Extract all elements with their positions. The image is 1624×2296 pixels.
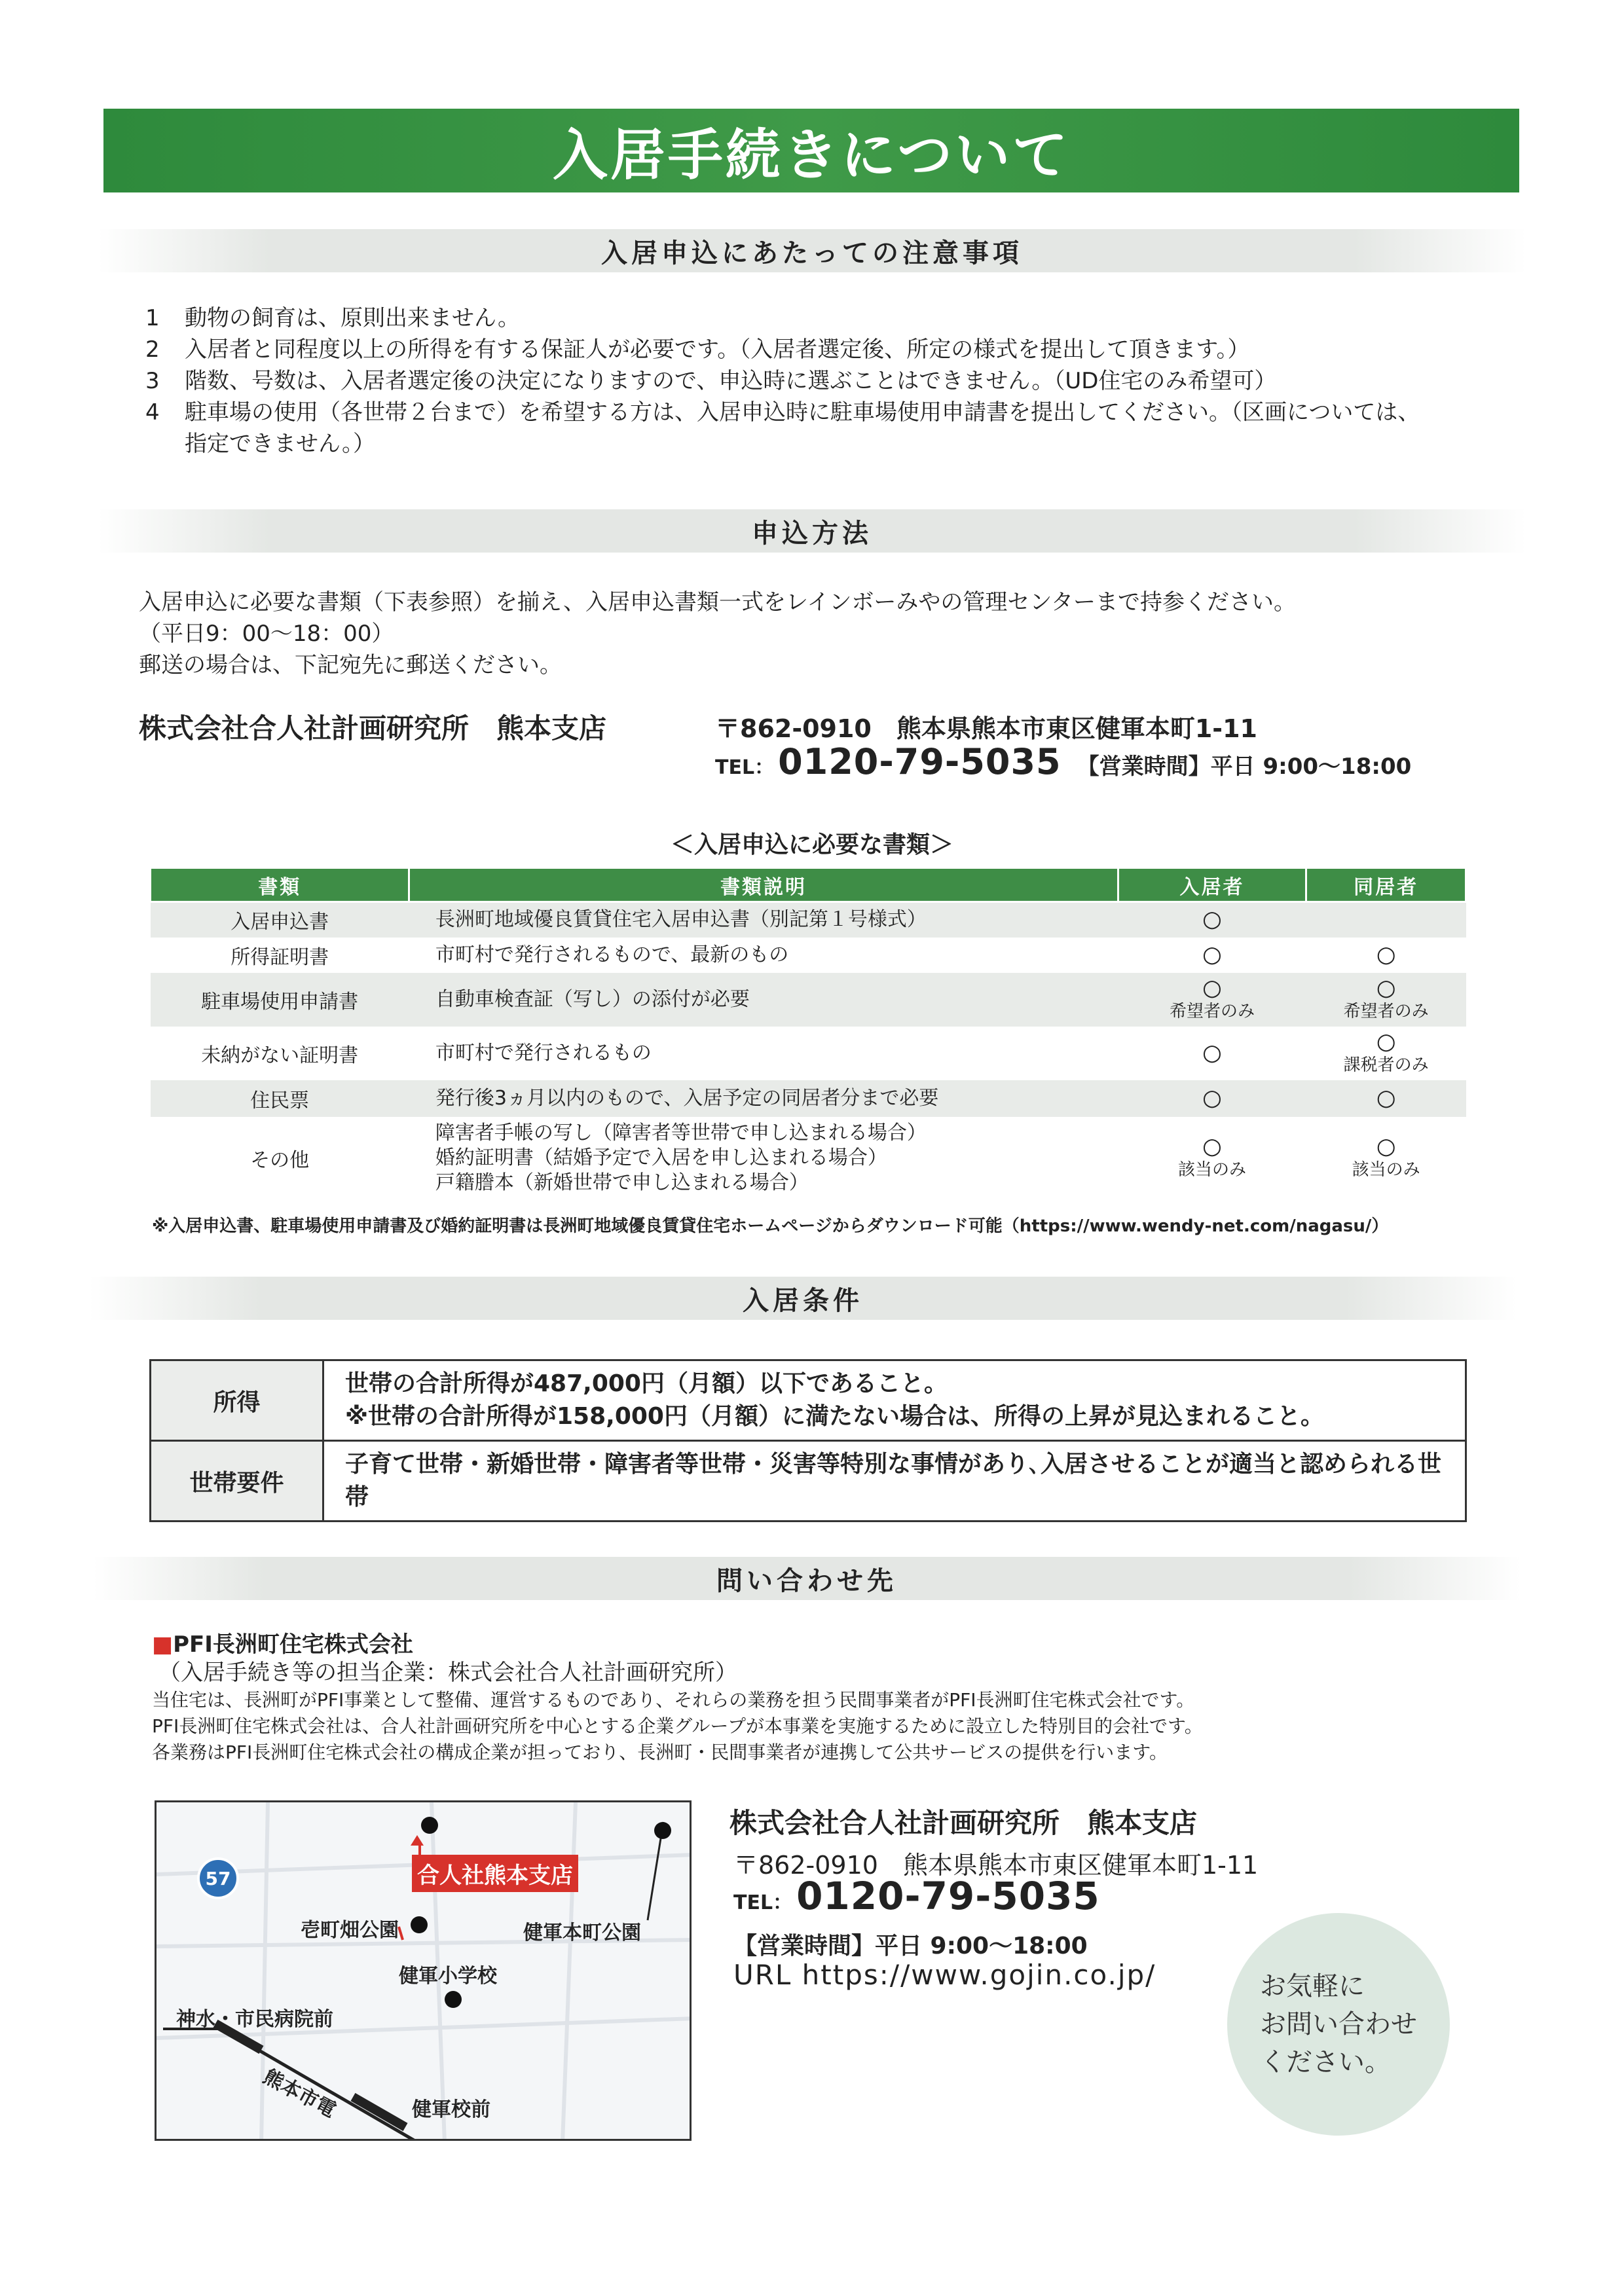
apply-line: 郵送の場合は、下記宛先に郵送ください。: [139, 652, 562, 678]
doc-desc-line: 障害者手帳の写し（障害者等世帯で申し込まれる場合）: [435, 1121, 927, 1144]
park1-label: 壱町畑公園: [301, 1919, 399, 1942]
cohab-cell: [1306, 1027, 1466, 1080]
doc-desc-line: 戸籍謄本（新婚世帯で申し込まれる場合）: [435, 1171, 809, 1194]
table-row: [151, 973, 1466, 1027]
notice-text-line: 指定できません。）: [185, 431, 376, 457]
condition-label: 所得: [151, 1360, 323, 1441]
resident-cell: [1118, 902, 1306, 938]
table-row: [151, 1441, 1466, 1522]
cohab-cell: [1306, 938, 1466, 973]
tram-label: 熊本市電: [259, 2065, 340, 2123]
resident-cell: [1118, 1117, 1306, 1199]
park1-marker-icon: [411, 1916, 428, 1933]
cohab-note: 該当のみ: [1352, 1159, 1420, 1180]
cohab-mark: ○: [1376, 1133, 1396, 1159]
page-title: 入居手続きについて: [552, 122, 1071, 187]
doc-name: 所得証明書: [231, 945, 329, 969]
pfi-sub: （入居手続き等の担当企業：株式会社合人社計画研究所）: [158, 1660, 737, 1686]
notice-text: 動物の飼育は、原則出来ません。: [185, 305, 521, 331]
doc-desc: [409, 1080, 1118, 1117]
school-label: 健軍小学校: [399, 1965, 497, 1988]
docs-caption: ＜入居申込に必要な書類＞: [670, 831, 953, 858]
col-header: 書類: [151, 868, 409, 902]
map-point-icon: [421, 1817, 438, 1834]
bubble-line: お気軽に: [1260, 1971, 1365, 2001]
doc-desc: [409, 1117, 1118, 1199]
doc-name: 住民票: [151, 1080, 409, 1117]
table-row: [151, 938, 1466, 973]
access-map: [155, 1800, 692, 2141]
resident-mark: ○: [1202, 1133, 1222, 1159]
cohab-mark: ○: [1376, 1084, 1396, 1111]
table-row: [151, 1027, 1466, 1080]
condition-line: 子育て世帯・新婚世帯・障害者等世帯・災害等特別な事情があり､入居させることが適当と認められる世帯: [345, 1451, 1442, 1510]
doc-desc-line: 発行後3ヵ月以内のもので、入居予定の同居者分まで必要: [435, 1086, 939, 1110]
resident-mark: ○: [1202, 1084, 1222, 1111]
docs-footnote: ※入居申込書、駐車場使用申請書及び婚約証明書は長洲町地域優良賃貸住宅ホームページからダウンロード可能（https://www.wendy-net.com/nagasu/）: [152, 1216, 1389, 1236]
notice-text: 入居者と同程度以上の所得を有する保証人が必要です。（入居者選定後、所定の様式を提出して頂きます。）: [185, 337, 1250, 363]
cohab-mark: ○: [1376, 974, 1396, 1001]
notice-text: [185, 397, 1521, 460]
cohab-cell: [1306, 1117, 1466, 1199]
route-number: 57: [205, 1867, 231, 1889]
notice-item: [145, 397, 1521, 460]
contact-company: 株式会社合人社計画研究所 熊本支店: [729, 1807, 1198, 1839]
contact-heading: 問い合わせ先: [716, 1565, 897, 1596]
route-57-icon: [197, 1857, 239, 1899]
col-header: 入居者: [1118, 868, 1306, 902]
notice-heading: 入居申込にあたっての注意事項: [601, 238, 1023, 268]
resident-cell: [1118, 973, 1306, 1027]
doc-desc: [409, 1027, 1118, 1080]
apply-line: （平日9：00～18：00）: [139, 621, 394, 647]
condition-value: [323, 1360, 1466, 1441]
doc-name: 入居申込書: [151, 902, 409, 938]
notice-text: 階数、号数は、入居者選定後の決定になりますので、申込時に選ぶことはできません。（UD住宅のみ希望可）: [185, 368, 1277, 394]
doc-desc: [409, 973, 1118, 1027]
pfi-desc: 各業務はPFI長洲町住宅株式会社の構成企業が担っており、長洲町・民間事業者が連携して公共サービスの提供を行います。: [152, 1741, 1168, 1763]
doc-name: 未納がない証明書: [201, 1044, 359, 1067]
map-point-icon: [654, 1822, 671, 1839]
resident-mark: ○: [1202, 974, 1222, 1001]
doc-desc-line: 市町村で発行されるもので、最新のもの: [435, 943, 789, 966]
contact-url[interactable]: URL https://www.gojin.co.jp/: [733, 1959, 1156, 1991]
cohab-note: 課税者のみ: [1343, 1055, 1429, 1075]
contact-hours: 【営業時間】平日 9:00～18:00: [733, 1933, 1088, 1959]
cohab-cell: [1306, 973, 1466, 1027]
table-row: [151, 902, 1466, 938]
station1-label: 神水・市民病院前: [176, 2008, 333, 2031]
resident-mark: ○: [1202, 1039, 1222, 1066]
table-row: [151, 1117, 1466, 1199]
pfi-name-row: [152, 1626, 1527, 1658]
doc-desc: [409, 938, 1118, 973]
bubble-line: ください。: [1260, 2047, 1391, 2077]
docs-header-row: [151, 868, 1466, 902]
doc-desc-line: 婚約証明書（結婚予定で入居を申し込まれる場合）: [435, 1146, 887, 1169]
tel-mark: TEL：: [733, 1891, 793, 1914]
conditions-table: [149, 1359, 1467, 1522]
condition-value: [323, 1441, 1466, 1522]
notice-item: [145, 365, 1521, 397]
apply-heading: 申込方法: [752, 518, 872, 549]
contact-heading-bar: [93, 1557, 1521, 1600]
notice-num: 1: [145, 305, 160, 331]
table-row: [151, 1360, 1466, 1441]
pfi-desc: PFI長洲町住宅株式会社は、合人社計画研究所を中心とする企業グループが本事業を実施するために設立した特別目的会社です。: [152, 1715, 1203, 1737]
pfi-desc: 当住宅は、長洲町がPFI事業として整備、運営するものであり、それらの業務を担う民間事業者がPFI長洲町住宅株式会社です。: [152, 1689, 1195, 1711]
notice-item: [145, 302, 1521, 334]
col-header: 書類説明: [409, 868, 1118, 902]
docs-table: [149, 867, 1467, 1199]
conditions-heading: 入居条件: [743, 1285, 863, 1316]
apply-heading-bar: [98, 509, 1526, 553]
contact-tel-row: [733, 1874, 1100, 1918]
col-header: 同居者: [1306, 868, 1466, 902]
notice-heading-bar: [98, 229, 1526, 272]
condition-label: 世帯要件: [151, 1441, 323, 1522]
notice-list: [145, 302, 1521, 460]
doc-desc-line: 市町村で発行されるもの: [435, 1041, 652, 1065]
conditions-heading-bar: [89, 1277, 1517, 1320]
resident-cell: [1118, 1027, 1306, 1080]
cohab-cell: [1306, 902, 1466, 938]
resident-mark: ○: [1202, 941, 1222, 968]
tel-mark: TEL：: [715, 756, 775, 779]
resident-cell: [1118, 938, 1306, 973]
resident-note: 該当のみ: [1178, 1159, 1247, 1180]
notice-item: [145, 334, 1521, 365]
title-banner: [103, 109, 1519, 192]
apply-line: 入居申込に必要な書類（下表参照）を揃え、入居申込書類一式をレインボーみやの管理センターまで持参ください。: [139, 589, 1296, 615]
apply-instructions: [139, 587, 1514, 681]
condition-line: ※世帯の合計所得が158,000円（月額）に満たない場合は、所得の上昇が見込まれること。: [345, 1403, 1324, 1430]
apply-tel[interactable]: 0120-79-5035: [778, 741, 1061, 782]
resident-note: 希望者のみ: [1170, 1001, 1255, 1021]
cohab-cell: [1306, 1080, 1466, 1117]
contact-tel[interactable]: 0120-79-5035: [796, 1874, 1100, 1918]
doc-desc: [409, 902, 1118, 938]
cohab-mark: ○: [1376, 1028, 1396, 1055]
doc-desc-line: 長洲町地域優良賃貸住宅入居申込書（別記第１号様式）: [435, 908, 927, 932]
condition-line: 世帯の合計所得が487,000円（月額）以下であること。: [345, 1370, 948, 1397]
notice-text-line: 駐車場の使用（各世帯２台まで）を希望する方は、入居申込時に駐車場使用申請書を提出してください。（区画については、: [185, 399, 1420, 426]
red-square-icon: ■: [152, 1631, 174, 1658]
park2-label: 健軍本町公園: [523, 1922, 641, 1944]
apply-tel-row: [715, 741, 1411, 782]
cohab-mark: ○: [1376, 941, 1396, 968]
pfi-block: [152, 1626, 1527, 1766]
pfi-name: PFI長洲町住宅株式会社: [173, 1631, 413, 1658]
resident-mark: ○: [1202, 906, 1222, 933]
table-row: [151, 1080, 1466, 1117]
notice-num: 2: [145, 337, 160, 363]
doc-name: 駐車場使用申請書: [151, 973, 409, 1027]
office-label: 合人社熊本支店: [412, 1855, 578, 1892]
notice-num: 4: [145, 399, 160, 426]
apply-hours: 【営業時間】平日 9:00～18:00: [1077, 754, 1412, 780]
bubble-text: [1260, 1967, 1417, 2081]
notice-num: 3: [145, 368, 160, 394]
bubble-line: お問い合わせ: [1260, 2009, 1417, 2039]
station2-label: 健軍校前: [412, 2098, 490, 2121]
office-marker-icon: [411, 1835, 424, 1846]
doc-name: その他: [250, 1148, 310, 1172]
apply-address: 〒862-0910 熊本県熊本市東区健軍本町1-11: [715, 714, 1257, 743]
cohab-note: 希望者のみ: [1343, 1001, 1429, 1021]
apply-company: 株式会社合人社計画研究所 熊本支店: [139, 712, 607, 744]
contact-address: 〒862-0910 熊本県熊本市東区健軍本町1-11: [733, 1851, 1259, 1880]
inquiry-bubble: [1227, 1913, 1450, 2136]
doc-desc-line: 自動車検査証（写し）の添付が必要: [435, 987, 750, 1011]
resident-cell: [1118, 1080, 1306, 1117]
school-marker-icon: [445, 1991, 462, 2008]
